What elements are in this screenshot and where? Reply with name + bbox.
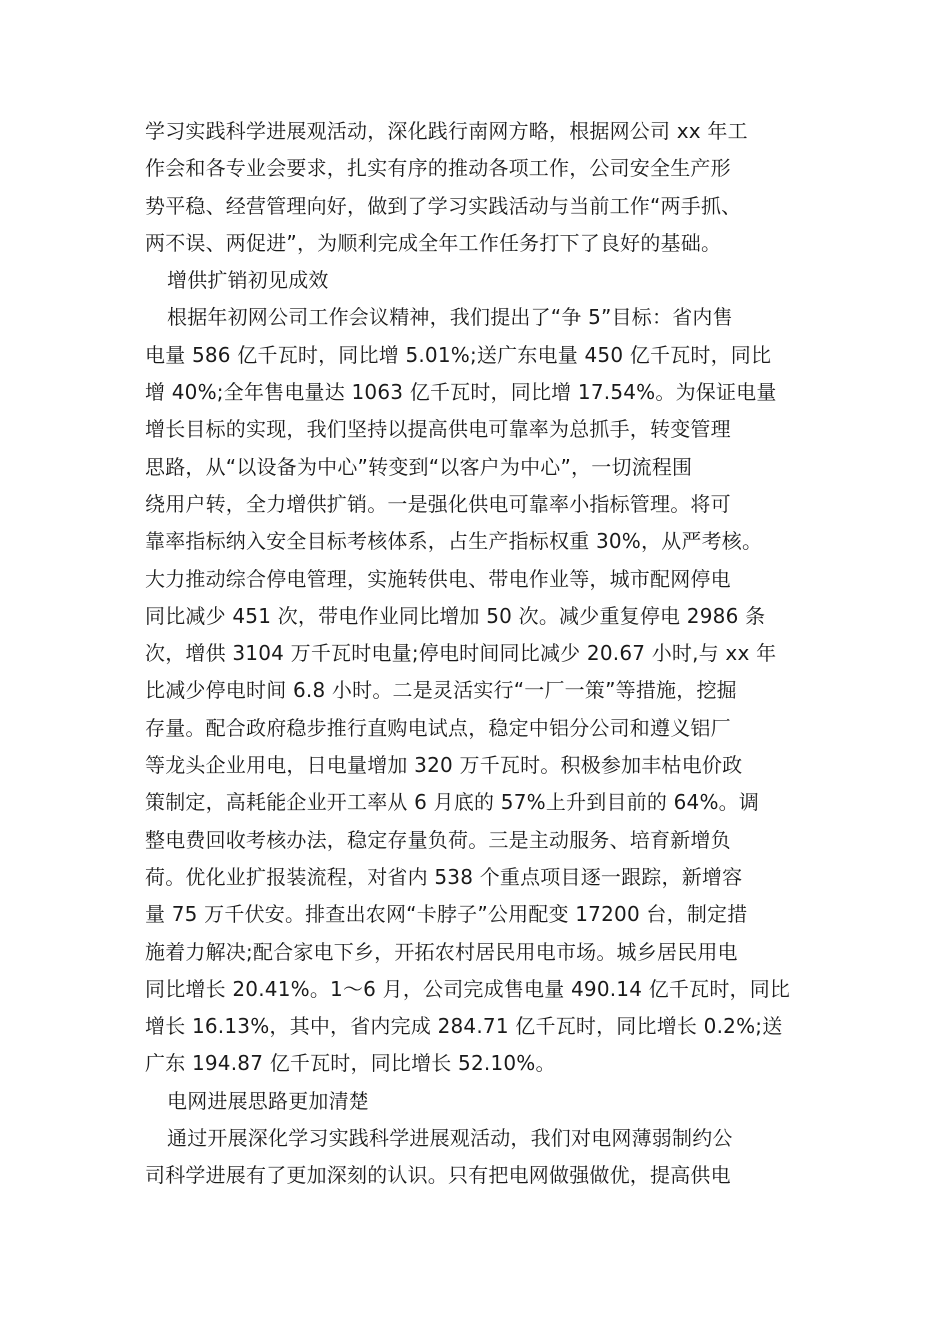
text-line: 比减少停电时间 6.8 小时。二是灵活实行“一厂一策”等措施，挖掘 [145, 678, 737, 703]
text-line: 势平稳、经营管理向好，做到了学习实践活动与当前工作“两手抓、 [145, 193, 742, 218]
text-line: 电量 586 亿千瓦时，同比增 5.01%;送广东电量 450 亿千瓦时，同比 [145, 342, 772, 367]
text-line: 整电费回收考核办法，稳定存量负荷。三是主动服务、培育新增负 [145, 827, 731, 852]
text-line: 存量。配合政府稳步推行直购电试点，稳定中铝分公司和遵义铝厂 [145, 715, 731, 740]
text-line: 增长目标的实现，我们坚持以提高供电可靠率为总抓手，转变管理 [145, 417, 731, 442]
section-heading-sales: 增供扩销初见成效 [167, 268, 329, 293]
text-line: 量 75 万千伏安。排查出农网“卡脖子”公用配变 17200 台，制定措 [145, 902, 748, 927]
text-line: 司科学进展有了更加深刻的认识。只有把电网做强做优，提高供电 [145, 1163, 731, 1188]
text-line: 等龙头企业用电，日电量增加 320 万千瓦时。积极参加丰枯电价政 [145, 753, 743, 778]
text-line: 施着力解决;配合家电下乡，开拓农村居民用电市场。城乡居民用电 [145, 939, 738, 964]
text-line: 根据年初网公司工作会议精神，我们提出了“争 5”目标：省内售 [167, 305, 733, 330]
text-line: 靠率指标纳入安全目标考核体系，占生产指标权重 30%，从严考核。 [145, 529, 763, 554]
text-line: 大力推动综合停电管理，实施转供电、带电作业等，城市配网停电 [145, 566, 731, 591]
text-line: 增 40%;全年售电量达 1063 亿千瓦时，同比增 17.54%。为保证电量 [145, 380, 777, 405]
text-line: 通过开展深化学习实践科学进展观活动，我们对电网薄弱制约公 [167, 1126, 733, 1151]
text-line: 同比减少 451 次，带电作业同比增加 50 次。减少重复停电 2986 条 [145, 603, 766, 628]
text-line: 思路，从“以设备为中心”转变到“以客户为中心”，一切流程围 [145, 454, 693, 479]
paragraph-sales [145, 299, 807, 1082]
text-line: 广东 194.87 亿千瓦时，同比增长 52.10%。 [145, 1051, 556, 1076]
text-line: 作会和各专业会要求，扎实有序的推动各项工作，公司安全生产形 [145, 156, 731, 181]
text-line: 增长 16.13%，其中，省内完成 284.71 亿千瓦时，同比增长 0.2%;送 [145, 1014, 783, 1039]
text-line: 两不误、两促进”，为顺利完成全年工作任务打下了良好的基础。 [145, 230, 722, 255]
text-line: 策制定，高耗能企业开工率从 6 月底的 57%上升到目前的 64%。调 [145, 790, 760, 815]
section-heading-grid: 电网进展思路更加清楚 [167, 1088, 369, 1113]
paragraph-intro [145, 113, 807, 262]
document-page [145, 113, 807, 1195]
paragraph-grid [145, 1120, 807, 1195]
text-line: 学习实践科学进展观活动，深化践行南网方略，根据网公司 xx 年工 [145, 119, 748, 143]
text-line: 同比增长 20.41%。1～6 月，公司完成售电量 490.14 亿千瓦时，同比 [145, 976, 791, 1001]
text-line: 荷。优化业扩报装流程，对省内 538 个重点项目逐一跟踪，新增容 [145, 864, 743, 889]
text-line: 次，增供 3104 万千瓦时电量;停电时间同比减少 20.67 小时,与 xx 年 [145, 641, 777, 666]
text-line: 绕用户转，全力增供扩销。一是强化供电可靠率小指标管理。将可 [145, 491, 731, 516]
